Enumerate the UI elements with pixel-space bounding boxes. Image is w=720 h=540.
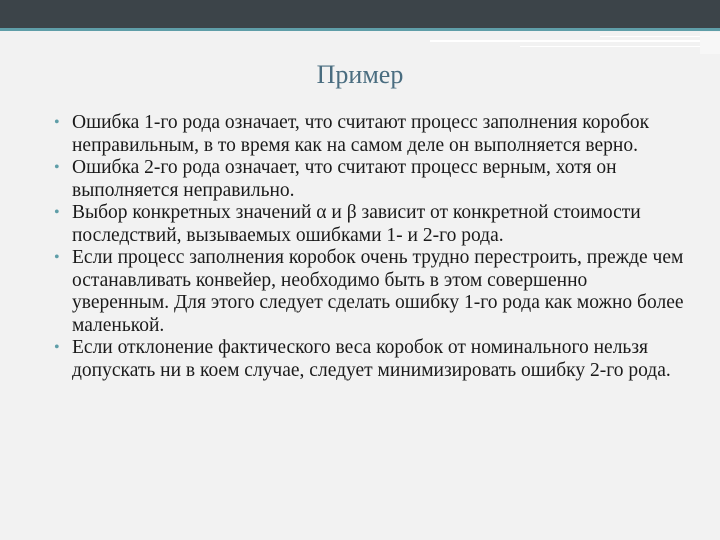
decorative-line xyxy=(430,40,720,42)
top-bar-accent-line xyxy=(0,28,720,31)
bullet-item xyxy=(54,112,684,157)
bullet-list xyxy=(54,112,684,382)
decorative-line xyxy=(520,46,720,47)
bullet-text: Выбор конкретных значений α и β зависит от конкретной стоимости последствий, вызываемых ошибками 1- и 2-го рода. xyxy=(72,202,641,246)
bullet-item xyxy=(54,157,684,202)
bullet-text: Ошибка 2-го рода означает, что считают процесс верным, хотя он выполняется неправильно. xyxy=(72,157,617,201)
bullet-text: Если процесс заполнения коробок очень трудно перестроить, прежде чем останавливать конвейер, необходимо быть в этом совершенно уверенным. Для этого следует сделать ошибку 1-го рода как можно более маленькой. xyxy=(72,247,684,336)
bullet-dot-icon: • xyxy=(54,114,60,131)
bullet-dot-icon: • xyxy=(54,159,60,176)
bullet-text: Если отклонение фактического веса коробок от номинального нельзя допускать ни в коем случае, следует минимизировать ошибку 2-го рода. xyxy=(72,337,671,381)
bullet-item xyxy=(54,247,684,337)
bullet-text: Ошибка 1-го рода означает, что считают процесс заполнения коробок неправильным, в то время как на самом деле он выполняется верно. xyxy=(72,112,650,156)
bullet-item xyxy=(54,337,684,382)
decorative-corner xyxy=(700,32,720,54)
bullet-item xyxy=(54,202,684,247)
top-bar xyxy=(0,0,720,28)
bullet-dot-icon: • xyxy=(54,249,60,266)
bullet-dot-icon: • xyxy=(54,339,60,356)
slide-title: Пример xyxy=(316,60,404,89)
bullet-dot-icon: • xyxy=(54,204,60,221)
